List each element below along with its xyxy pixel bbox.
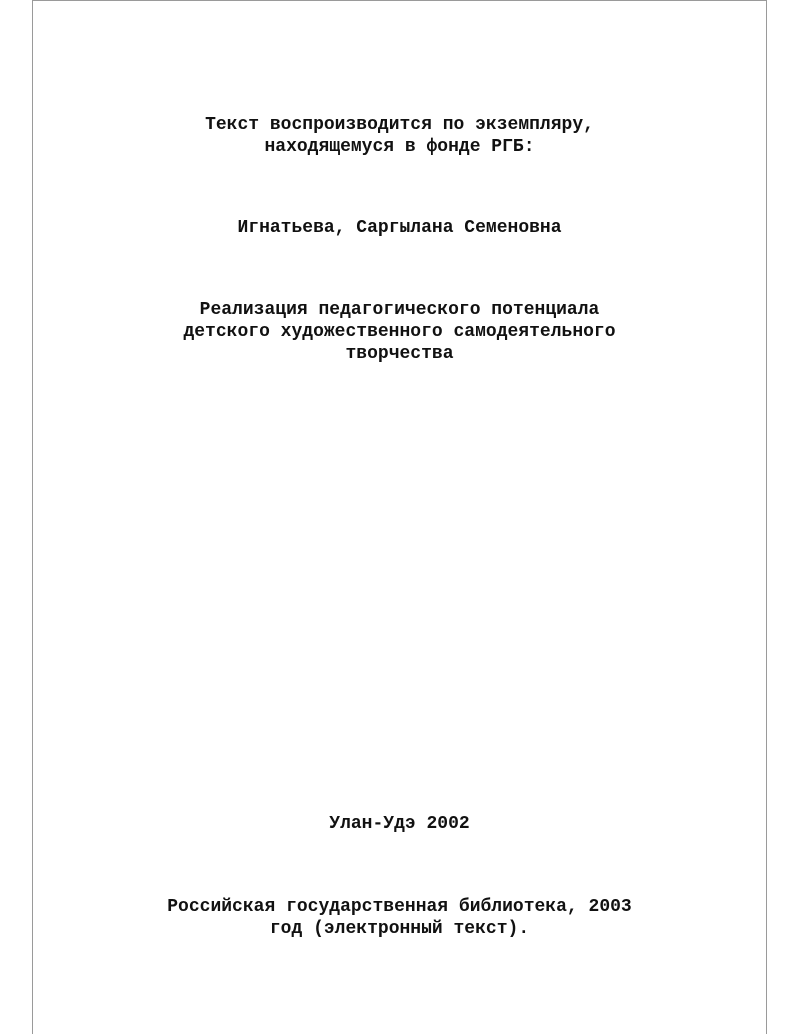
reproduction-notice xyxy=(33,114,766,158)
footer-line-2: год (электронный текст). xyxy=(269,919,530,939)
title-line-3: творчества xyxy=(345,344,454,364)
author-name xyxy=(33,217,766,239)
work-title xyxy=(33,299,766,365)
title-line-1: Реализация педагогического потенциала xyxy=(199,300,600,320)
imprint-line: Улан-Удэ 2002 xyxy=(329,814,470,834)
author-line: Игнатьева, Саргылана Семеновна xyxy=(237,218,562,238)
imprint xyxy=(33,813,766,835)
notice-line-1: Текст воспроизводится по экземпляру, xyxy=(205,115,594,135)
page-border-right xyxy=(766,0,767,1034)
library-footer xyxy=(33,896,766,940)
page-border-top xyxy=(32,0,767,1)
footer-line-1: Российская государственная библиотека, 2003 xyxy=(167,897,632,917)
title-line-2: детского художественного самодеятельного xyxy=(183,322,616,342)
notice-line-2: находящемуся в фонде РГБ: xyxy=(264,137,535,157)
